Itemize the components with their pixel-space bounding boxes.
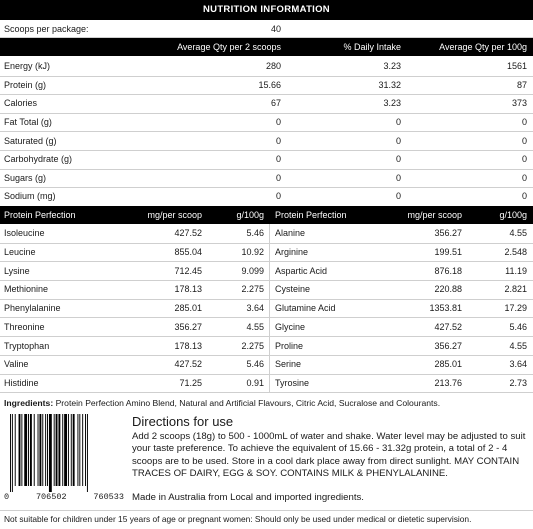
barcode-bar bbox=[30, 414, 32, 486]
amino-mg-right: 285.01 bbox=[434, 359, 462, 370]
amino-name-right: Cysteine bbox=[275, 284, 311, 295]
amino-g100-left: 9.099 bbox=[241, 265, 264, 276]
nutrient-per-100g: 373 bbox=[511, 98, 527, 109]
scoops-label: Scoops per package: bbox=[4, 23, 89, 34]
amino-g100-left: 0.91 bbox=[246, 377, 264, 388]
amino-name-left: Lysine bbox=[4, 265, 30, 276]
barcode-bar bbox=[73, 414, 75, 486]
amino-mg-left: 178.13 bbox=[174, 284, 202, 295]
amino-mg-left: 356.27 bbox=[174, 321, 202, 332]
nutrient-per-serve: 0 bbox=[275, 172, 281, 183]
amino-mg-left: 712.45 bbox=[174, 265, 202, 276]
amino-g100-left: 5.46 bbox=[246, 228, 264, 239]
amino-name-left: Methionine bbox=[4, 284, 49, 295]
amino-row bbox=[0, 355, 533, 375]
barcode-bar bbox=[19, 414, 21, 486]
nutrient-per-serve: 0 bbox=[275, 191, 281, 202]
barcode-digits bbox=[4, 492, 124, 502]
barcode-bar bbox=[45, 414, 46, 486]
amino-mg-right: 1353.81 bbox=[429, 303, 462, 314]
amino-name-left: Isoleucine bbox=[4, 228, 45, 239]
barcode-bar bbox=[15, 414, 16, 486]
amino-g100-right: 17.29 bbox=[504, 303, 527, 314]
amino-g100-left: 2.275 bbox=[241, 284, 264, 295]
barcode-bar bbox=[47, 414, 48, 486]
amino-name-left: Threonine bbox=[4, 321, 45, 332]
amino-name-right: Glutamine Acid bbox=[275, 303, 336, 314]
nutrient-name: Calories bbox=[4, 98, 38, 109]
amino-header-name-right: Protein Perfection bbox=[275, 210, 347, 220]
nutrient-daily-intake: 0 bbox=[395, 172, 401, 183]
nutrient-name: Sodium (mg) bbox=[4, 191, 56, 202]
amino-g100-left: 4.55 bbox=[246, 321, 264, 332]
nutrient-per-serve: 15.66 bbox=[258, 79, 281, 90]
amino-mg-right: 199.51 bbox=[434, 247, 462, 258]
nutrient-per-serve: 0 bbox=[275, 154, 281, 165]
barcode-bar bbox=[56, 414, 58, 486]
directions-text: Add 2 scoops (18g) to 500 - 1000mL of water and shake. Water level may be adjusted to suit your taste preference. To achieve the equivalent of 15.66 - 31.32g protein, a total of 2 - 4 scoops are to be used. Store in a cool dark place away from direct sunlight. MAY CONTAIN TRACES OF DAIRY, EGG & SOY. CONTAINS MILK & PHENYLALANINE. bbox=[132, 431, 526, 480]
amino-g100-left: 2.275 bbox=[241, 340, 264, 351]
barcode-bar bbox=[39, 414, 41, 486]
amino-name-right: Proline bbox=[275, 340, 304, 351]
ingredients-text: Protein Perfection Amino Blend, Natural and Artificial Flavours, Citric Acid, Sucralose and Colourants. bbox=[53, 398, 441, 408]
amino-mg-right: 427.52 bbox=[434, 321, 462, 332]
amino-mg-left: 427.52 bbox=[174, 359, 202, 370]
barcode-digit-prefix: 0 bbox=[4, 492, 10, 502]
amino-g100-left: 5.46 bbox=[246, 359, 264, 370]
barcode-bar bbox=[87, 414, 88, 492]
amino-row bbox=[0, 280, 533, 300]
barcode-bar bbox=[38, 414, 39, 486]
amino-row bbox=[0, 261, 533, 281]
barcode-digit-left: 706502 bbox=[35, 492, 67, 502]
amino-header-mg-right: mg/per scoop bbox=[407, 210, 462, 220]
nutrient-per-100g: 87 bbox=[516, 79, 527, 90]
amino-row bbox=[0, 299, 533, 319]
nutrition-header bbox=[0, 38, 533, 56]
amino-g100-right: 4.55 bbox=[509, 228, 527, 239]
nutrient-per-serve: 67 bbox=[270, 98, 281, 109]
amino-name-left: Valine bbox=[4, 359, 29, 370]
barcode-digit-right: 760533 bbox=[93, 492, 124, 502]
amino-g100-left: 10.92 bbox=[241, 247, 264, 258]
nutrition-row bbox=[0, 113, 533, 133]
barcode-bar bbox=[71, 414, 72, 486]
nutrient-daily-intake: 0 bbox=[395, 154, 401, 165]
amino-name-right: Aspartic Acid bbox=[275, 265, 328, 276]
amino-row bbox=[0, 243, 533, 263]
amino-row bbox=[0, 336, 533, 356]
nutrient-daily-intake: 3.23 bbox=[383, 61, 401, 72]
ingredients-label: Ingredients: bbox=[4, 398, 54, 408]
barcode-bar bbox=[12, 414, 13, 492]
nutrient-daily-intake: 0 bbox=[395, 117, 401, 128]
amino-mg-right: 220.88 bbox=[434, 284, 462, 295]
amino-mg-left: 178.13 bbox=[174, 340, 202, 351]
nutrition-title: NUTRITION INFORMATION bbox=[0, 0, 533, 20]
nutrition-row bbox=[0, 169, 533, 189]
nutrient-daily-intake: 0 bbox=[395, 135, 401, 146]
nutrient-per-100g: 0 bbox=[521, 172, 527, 183]
amino-name-left: Phenylalanine bbox=[4, 303, 61, 314]
nutrient-per-100g: 0 bbox=[521, 191, 527, 202]
barcode-bar bbox=[77, 414, 78, 486]
barcode-bar bbox=[42, 414, 43, 486]
nutrition-row bbox=[0, 76, 533, 96]
amino-mg-left: 71.25 bbox=[179, 377, 202, 388]
amino-g100-right: 3.64 bbox=[509, 359, 527, 370]
amino-name-right: Arginine bbox=[275, 247, 309, 258]
amino-name-right: Serine bbox=[275, 359, 302, 370]
amino-row bbox=[0, 318, 533, 338]
amino-g100-right: 2.548 bbox=[504, 247, 527, 258]
nutrient-per-100g: 1561 bbox=[506, 61, 527, 72]
barcode-bar bbox=[79, 414, 80, 486]
amino-column-divider bbox=[269, 224, 270, 392]
barcode-bar bbox=[54, 414, 55, 486]
nutrient-daily-intake: 31.32 bbox=[378, 79, 401, 90]
amino-header-g100-right: g/100g bbox=[499, 210, 527, 220]
amino-mg-left: 855.04 bbox=[174, 247, 202, 258]
footer-divider bbox=[0, 510, 533, 511]
amino-name-left: Histidine bbox=[4, 377, 39, 388]
nutrient-per-serve: 0 bbox=[275, 135, 281, 146]
barcode-bar bbox=[62, 414, 63, 486]
amino-mg-left: 427.52 bbox=[174, 228, 202, 239]
nutrition-header-per-serve: Average Qty per 2 scoops bbox=[177, 42, 281, 52]
made-in-statement: Made in Australia from Local and imported ingredients. bbox=[132, 492, 364, 503]
amino-name-right: Glycine bbox=[275, 321, 306, 332]
amino-mg-right: 356.27 bbox=[434, 228, 462, 239]
amino-g100-right: 11.19 bbox=[505, 265, 527, 276]
amino-name-right: Tyrosine bbox=[275, 377, 310, 388]
nutrient-per-100g: 0 bbox=[521, 117, 527, 128]
amino-header-mg-left: mg/per scoop bbox=[147, 210, 202, 220]
barcode-bar bbox=[49, 414, 52, 492]
directions-title: Directions for use bbox=[132, 414, 234, 429]
nutrient-per-100g: 0 bbox=[521, 135, 527, 146]
scoops-row bbox=[0, 20, 533, 38]
ingredients bbox=[4, 397, 529, 409]
amino-mg-right: 356.27 bbox=[434, 340, 462, 351]
amino-g100-right: 2.73 bbox=[509, 377, 527, 388]
amino-name-right: Alanine bbox=[275, 228, 306, 239]
amino-name-left: Tryptophan bbox=[4, 340, 50, 351]
amino-g100-left: 3.64 bbox=[246, 303, 264, 314]
barcode-bar bbox=[34, 414, 35, 486]
barcode-bar bbox=[28, 414, 29, 486]
barcode-bar bbox=[64, 414, 67, 486]
nutrition-row bbox=[0, 94, 533, 114]
nutrient-per-100g: 0 bbox=[521, 154, 527, 165]
nutrition-row bbox=[0, 187, 533, 207]
nutrition-row bbox=[0, 131, 533, 151]
barcode-bar bbox=[82, 414, 83, 486]
nutrient-name: Carbohydrate (g) bbox=[4, 154, 73, 165]
nutrition-row bbox=[0, 150, 533, 170]
amino-mg-left: 285.01 bbox=[174, 303, 202, 314]
nutrient-name: Fat Total (g) bbox=[4, 117, 52, 128]
nutrient-daily-intake: 3.23 bbox=[383, 98, 401, 109]
amino-row bbox=[0, 374, 533, 394]
amino-g100-right: 5.46 bbox=[509, 321, 527, 332]
barcode-image bbox=[9, 414, 121, 492]
nutrient-name: Energy (kJ) bbox=[4, 61, 51, 72]
nutrient-name: Protein (g) bbox=[4, 79, 47, 90]
nutrient-daily-intake: 0 bbox=[395, 191, 401, 202]
nutrient-name: Sugars (g) bbox=[4, 172, 47, 183]
nutrient-name: Saturated (g) bbox=[4, 135, 57, 146]
barcode-bar bbox=[68, 414, 69, 486]
barcode-bar bbox=[58, 414, 60, 486]
nutrition-header-per100: Average Qty per 100g bbox=[439, 42, 527, 52]
nutrition-header-daily: % Daily Intake bbox=[343, 42, 401, 52]
amino-row bbox=[0, 224, 533, 244]
amino-header bbox=[0, 206, 533, 224]
amino-header-name-left: Protein Perfection bbox=[4, 210, 76, 220]
barcode-bar bbox=[10, 414, 11, 492]
amino-mg-right: 876.18 bbox=[434, 265, 462, 276]
barcode-bar bbox=[21, 414, 22, 486]
barcode-bar bbox=[24, 414, 27, 486]
nutrient-per-serve: 0 bbox=[275, 117, 281, 128]
amino-g100-right: 4.55 bbox=[509, 340, 527, 351]
amino-name-left: Leucine bbox=[4, 247, 36, 258]
amino-g100-right: 2.821 bbox=[504, 284, 527, 295]
barcode-bar bbox=[85, 414, 86, 486]
nutrient-per-serve: 280 bbox=[265, 61, 281, 72]
scoops-value: 40 bbox=[271, 23, 282, 34]
nutrition-row bbox=[0, 57, 533, 77]
footer-warning: Not suitable for children under 15 years of age or pregnant women: Should only be used under medical or dietetic supervision. bbox=[4, 514, 472, 524]
amino-header-g100-left: g/100g bbox=[236, 210, 264, 220]
amino-mg-right: 213.76 bbox=[434, 377, 462, 388]
